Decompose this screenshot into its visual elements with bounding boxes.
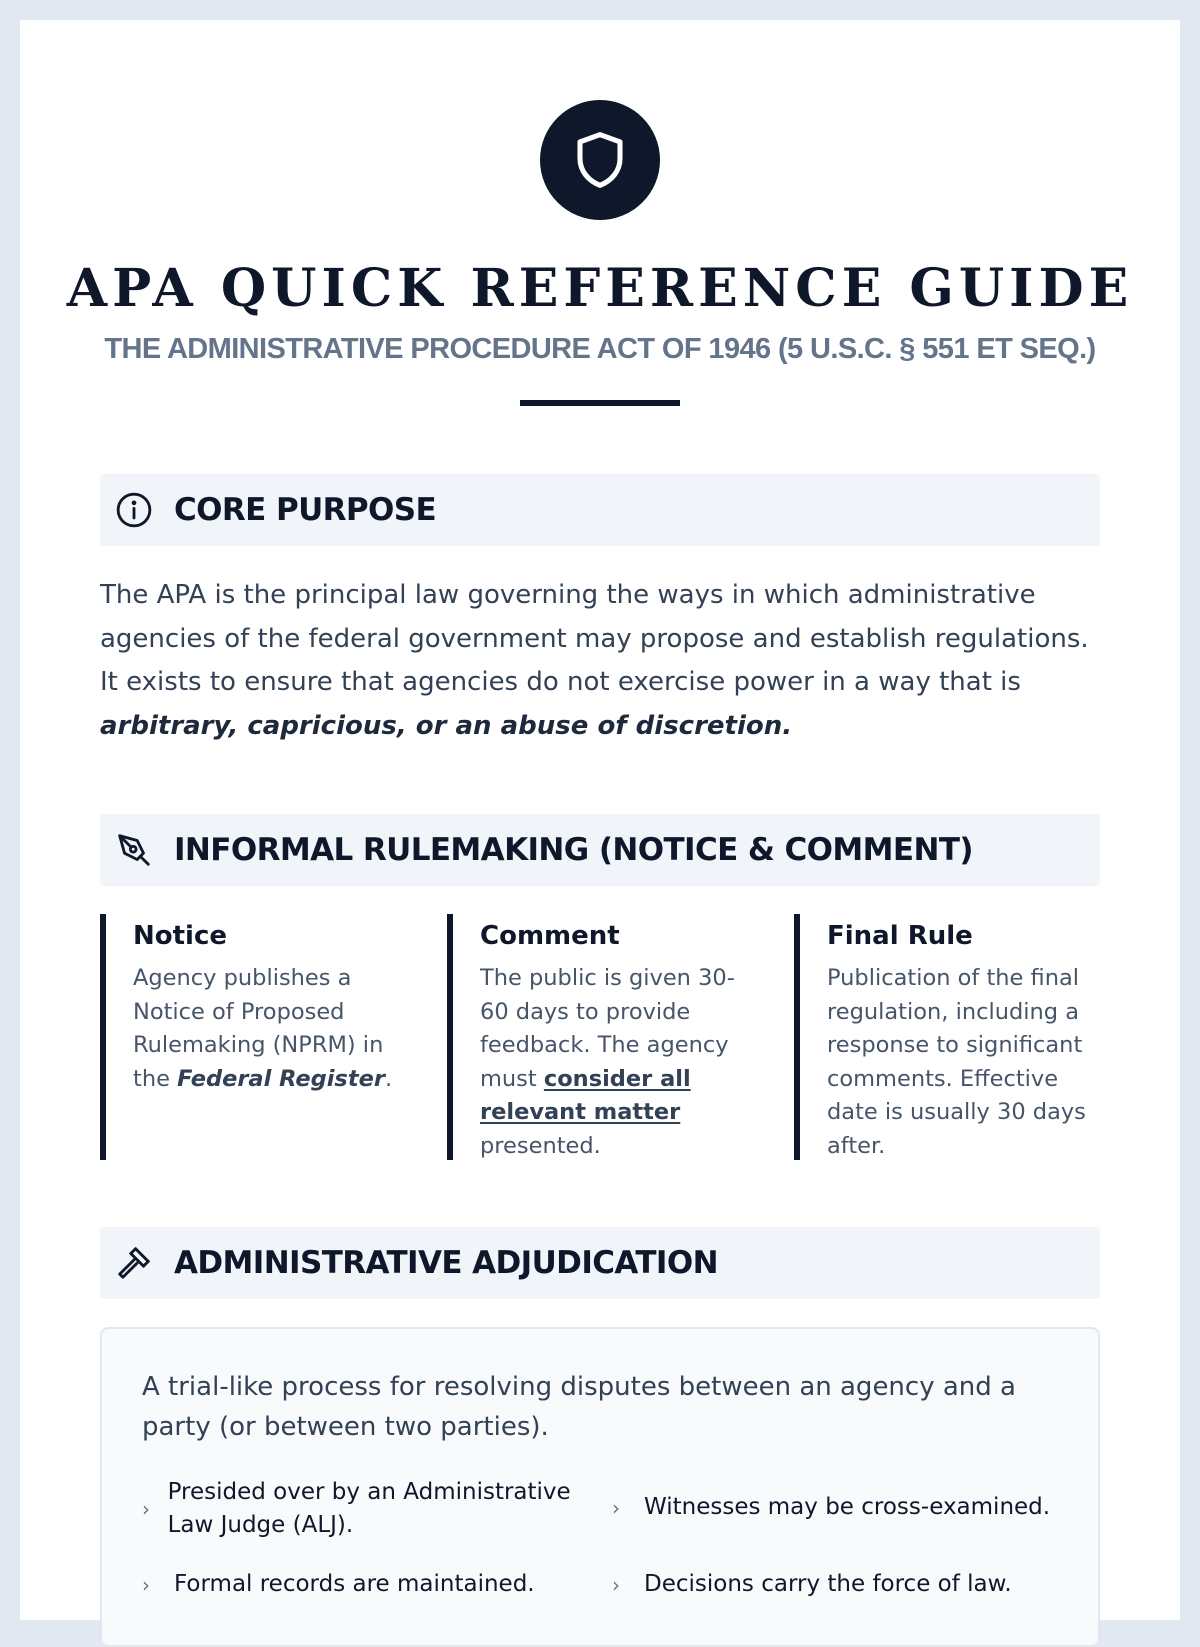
step-title: Comment — [480, 921, 620, 951]
step-description-text: The public is given 30-60 days to provide feedback. The agency must — [480, 965, 735, 1092]
info-icon — [114, 490, 154, 530]
step-description-text: presented. — [480, 1132, 601, 1159]
step-final-rule — [794, 914, 1094, 1160]
chevron-right-icon: › — [612, 1572, 620, 1597]
pen-nib-icon — [114, 830, 154, 870]
step-description — [133, 962, 400, 1096]
list-item-text: Presided over by an Administrative Law Judge (ALJ). — [167, 1479, 571, 1538]
step-title: Notice — [133, 921, 228, 951]
section-header-core-purpose — [100, 474, 1100, 546]
list-item-text: Witnesses may be cross-examined. — [644, 1494, 1051, 1520]
gavel-icon — [114, 1243, 154, 1283]
adjudication-card — [100, 1327, 1100, 1647]
step-description: Publication of the final regulation, including a response to significant comments. Effective date is usually 30 days after. — [827, 965, 1086, 1159]
section-title: CORE PURPOSE — [174, 492, 437, 528]
step-title: Final Rule — [827, 921, 973, 951]
core-purpose-emphasis: arbitrary, capricious, or an abuse of discretion. — [100, 710, 793, 741]
chevron-right-icon: › — [142, 1572, 150, 1597]
step-description — [480, 962, 747, 1163]
section-title: ADMINISTRATIVE ADJUDICATION — [174, 1245, 718, 1281]
list-item-text: Decisions carry the force of law. — [644, 1571, 1012, 1597]
step-description-emphasis: consider all relevant matter — [480, 1065, 691, 1125]
list-item — [142, 1476, 572, 1542]
page-title: APA QUICK REFERENCE GUIDE — [66, 258, 1134, 319]
core-purpose-body: The APA is the principal law governing the ways in which administrative agencies of the federal government may propose and establish regulations. It exists to ensure that agencies do not exercise power in a way that is — [100, 580, 1089, 697]
step-notice — [100, 914, 400, 1160]
list-item — [612, 1568, 1072, 1601]
core-purpose-text — [100, 574, 1100, 748]
adjudication-intro: A trial-like process for resolving disputes between an agency and a party (or between two parties). — [142, 1372, 1016, 1442]
page-subtitle: THE ADMINISTRATIVE PROCEDURE ACT OF 1946 (5 U.S.C. § 551 ET SEQ.) — [104, 333, 1096, 365]
section-title: INFORMAL RULEMAKING (NOTICE & COMMENT) — [174, 832, 973, 868]
step-description-text: . — [384, 1065, 393, 1092]
step-description-emphasis: Federal Register — [177, 1065, 385, 1092]
emblem — [540, 100, 660, 220]
list-item — [142, 1568, 572, 1601]
list-item-text: Formal records are maintained. — [174, 1571, 535, 1597]
section-header-informal-rulemaking — [100, 814, 1100, 886]
shield-icon — [568, 128, 632, 192]
step-description-text: Agency publishes a Notice of Proposed Rulemaking (NPRM) in the — [133, 965, 384, 1092]
title-divider — [520, 400, 680, 406]
list-item — [612, 1491, 1072, 1524]
section-header-adjudication — [100, 1227, 1100, 1299]
step-comment — [447, 914, 747, 1160]
chevron-right-icon: › — [612, 1495, 620, 1520]
chevron-right-icon: › — [142, 1497, 150, 1521]
